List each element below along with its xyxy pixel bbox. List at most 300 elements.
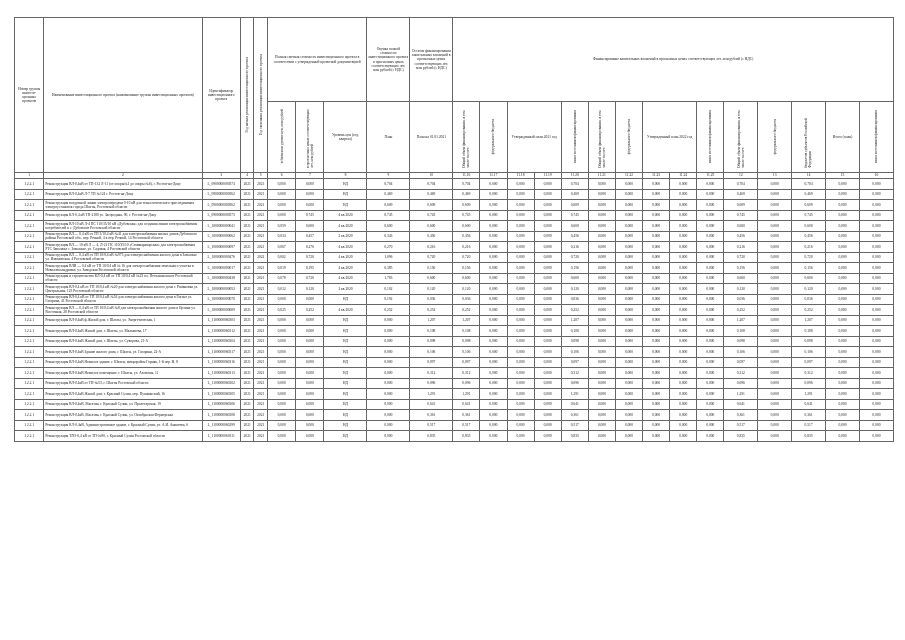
row-value-cell: 0,745 [792, 210, 826, 221]
row-project-id: L_1100000060316 [202, 357, 240, 368]
row-project-id: L_1100000060313 [202, 368, 240, 379]
row-project-name: Реконструкция ВЛ-0,4кВ Жилой дом, г. Красный Сулин, пер. Пушкинский, 16 [44, 389, 202, 400]
row-value-cell: 0,000 [480, 357, 507, 368]
column-number: 8 [324, 173, 367, 179]
row-value-cell: 0,000 [670, 431, 697, 442]
row-value-cell: 0,000 [643, 189, 670, 200]
row-value-cell: 0,609 [453, 200, 480, 211]
row-value-cell: 0,000 [670, 210, 697, 221]
row-value-cell: 0,096 [561, 378, 588, 389]
row-price-level: НД [324, 368, 367, 379]
row-remaining: 0,609 [410, 200, 453, 211]
row-value-cell: 0,096 [792, 378, 826, 389]
row-value-cell: 0,609 [792, 200, 826, 211]
row-cost-forecast: 0,000 [296, 347, 324, 358]
row-project-id: L_0900000000562 [202, 189, 240, 200]
row-remaining: 0,156 [410, 263, 453, 274]
row-value-cell: 0,000 [534, 284, 561, 295]
row-value-cell: 0,704 [792, 179, 826, 190]
row-year-end: 2021 [254, 336, 268, 347]
row-cost-forecast: 0,000 [296, 315, 324, 326]
row-price-level: 4 кв 2020 [324, 263, 367, 274]
row-value-cell: 0,000 [588, 431, 615, 442]
header-sub-level: Уровень цен (год, квартал) [324, 102, 367, 173]
row-project-name: Реконструкция ВЛ-0,4кВ от ТП-№53, г. Шахты Ростовской области [44, 378, 202, 389]
row-value-cell: 0,252 [453, 305, 480, 316]
row-year-start: 2021 [240, 252, 254, 263]
row-remaining: 0,720 [410, 252, 453, 263]
table-row [15, 200, 894, 211]
row-price-level: 4 кв 2020 [324, 273, 367, 284]
row-value-cell: 0,517 [453, 420, 480, 431]
row-remaining: 0,517 [410, 420, 453, 431]
row-value-cell: 0,000 [670, 231, 697, 242]
row-project-id: L_1000000000062 [202, 231, 240, 242]
row-project-id: L_1000000000009 [202, 305, 240, 316]
row-cost-forecast: 0,195 [296, 263, 324, 274]
row-value-cell: 0,000 [588, 273, 615, 284]
row-cost-forecast: 0,000 [296, 357, 324, 368]
row-full-cost: 0,000 [367, 389, 410, 400]
table-row [15, 326, 894, 337]
row-full-cost: 0,000 [367, 410, 410, 421]
row-price-level: НД [324, 336, 367, 347]
row-project-id: L_1100000060317 [202, 347, 240, 358]
row-project-id: L_1000000000476 [202, 252, 240, 263]
row-value-cell: 0,000 [615, 263, 642, 274]
row-value-cell-extra: 0,000 [859, 357, 893, 368]
row-value-cell: 0,000 [534, 273, 561, 284]
row-value-cell: 0,000 [758, 221, 792, 232]
row-value-cell-extra: 0,000 [859, 410, 893, 421]
row-value-cell: 0,000 [615, 210, 642, 221]
row-value-cell: 0,000 [615, 284, 642, 295]
row-remaining: 0,456 [410, 231, 453, 242]
row-value-cell: 0,000 [643, 410, 670, 421]
row-remaining: 0,835 [410, 431, 453, 442]
column-number: 11.22 [615, 173, 642, 179]
row-value-cell: 0,000 [826, 242, 860, 253]
row-value-cell: 0,000 [534, 231, 561, 242]
row-value-cell: 0,000 [507, 179, 534, 190]
column-number: 15 [826, 173, 860, 179]
row-value-cell: 0,000 [588, 420, 615, 431]
row-group-no: 1.2.2.1 [15, 305, 44, 316]
row-cost-base: 0,000 [268, 347, 296, 358]
row-value-cell: 0,000 [615, 305, 642, 316]
row-cost-forecast: 0,000 [296, 294, 324, 305]
row-value-cell: 0,000 [697, 200, 724, 211]
row-full-cost: 0,000 [367, 368, 410, 379]
header-approved-plan-2021: Утвержденный план 2021 год [507, 102, 561, 173]
row-value-cell: 0,600 [724, 273, 758, 284]
header-group-no: Номер группы инвести-ционных проектов [15, 18, 44, 173]
row-project-id: L_1000000000017 [202, 263, 240, 274]
row-remaining: 0,096 [410, 378, 453, 389]
header-full-cost-assessment: Оценка полной стоимости инвестиционного проекта в прогнозных ценах соответствующих лет, млн рублей (с НДС) [367, 18, 410, 102]
row-value-cell: 0,000 [534, 431, 561, 442]
row-value-cell-extra: 0,000 [859, 315, 893, 326]
header-sub-plan: План [367, 102, 410, 173]
row-remaining: 0,216 [410, 242, 453, 253]
row-remaining: 0,106 [410, 347, 453, 358]
row-year-end: 2021 [254, 200, 268, 211]
row-value-cell: 0,000 [534, 336, 561, 347]
row-project-name: Реконструкция ВЛ-10 кВ Л-4 ПС 110/35/10 кВ «Дубовская» для создания линии электроснабжения потребителей в с. Дубовское Ростовской области [44, 221, 202, 232]
row-value-cell: 0,000 [758, 326, 792, 337]
row-cost-base: 0,000 [268, 399, 296, 410]
row-value-cell: 0,312 [724, 368, 758, 379]
row-value-cell: 0,704 [724, 179, 758, 190]
row-value-cell: 0,120 [724, 284, 758, 295]
row-value-cell: 0,000 [480, 378, 507, 389]
row-value-cell: 0,098 [561, 336, 588, 347]
row-cost-forecast: 0,000 [296, 399, 324, 410]
row-value-cell: 0,000 [697, 410, 724, 421]
row-value-cell: 0,000 [615, 326, 642, 337]
row-value-cell: 0,000 [588, 305, 615, 316]
row-full-cost: 0,000 [367, 431, 410, 442]
row-group-no: 1.2.2.1 [15, 410, 44, 421]
row-price-level: 4 кв 2020 [324, 221, 367, 232]
row-value-cell: 0,000 [615, 252, 642, 263]
row-year-end: 2022 [254, 252, 268, 263]
row-value-cell: 0,000 [670, 179, 697, 190]
row-cost-base: 0,019 [268, 263, 296, 274]
row-value-cell: 0,000 [534, 347, 561, 358]
row-full-cost: 0,000 [367, 347, 410, 358]
row-value-cell: 0,720 [792, 252, 826, 263]
row-value-cell: 0,000 [826, 357, 860, 368]
row-value-cell: 0,000 [758, 431, 792, 442]
row-value-cell: 0,704 [561, 179, 588, 190]
row-value-cell: 0,000 [643, 231, 670, 242]
row-value-cell: 0,036 [561, 294, 588, 305]
row-value-cell: 0,106 [792, 347, 826, 358]
header-sub-units: в прогнозных ценах соответствующих лет, млн рублей [296, 102, 324, 173]
row-value-cell: 0,000 [534, 294, 561, 305]
row-value-cell: 0,000 [643, 431, 670, 442]
row-value-cell: 0,000 [615, 242, 642, 253]
row-group-no: 1.2.2.1 [15, 389, 44, 400]
row-price-level: 4 кв 2020 [324, 252, 367, 263]
row-full-cost: 0,000 [367, 420, 410, 431]
header-total: Итого (план) [826, 102, 860, 173]
row-project-id: L_1000000000438 [202, 273, 240, 284]
row-year-end: 2021 [254, 389, 268, 400]
row-value-cell: 0,000 [480, 389, 507, 400]
row-value-cell: 0,000 [670, 326, 697, 337]
row-price-level: НД [324, 399, 367, 410]
table-row [15, 231, 894, 242]
row-cost-base: 0,000 [268, 179, 296, 190]
row-value-cell: 0,000 [670, 315, 697, 326]
row-cost-forecast: 0,457 [296, 231, 324, 242]
row-full-cost: 0,102 [367, 284, 410, 295]
row-year-start: 2021 [240, 210, 254, 221]
row-full-cost: 0,192 [367, 294, 410, 305]
row-value-cell: 0,000 [480, 399, 507, 410]
row-value-cell-extra: 0,000 [859, 347, 893, 358]
row-value-cell: 0,000 [826, 410, 860, 421]
row-remaining: 1,207 [410, 315, 453, 326]
row-year-start: 2021 [240, 420, 254, 431]
row-value-cell: 0,216 [792, 242, 826, 253]
row-value-cell: 0,000 [480, 305, 507, 316]
row-group-no: 1.2.2.1 [15, 420, 44, 431]
header-fin-other-sum: иных источников финансирования [859, 102, 893, 173]
row-cost-forecast: 0,252 [296, 305, 324, 316]
column-number: 11.24 [670, 173, 697, 179]
row-value-cell: 0,000 [480, 210, 507, 221]
row-value-cell: 0,000 [670, 221, 697, 232]
row-price-level: НД [324, 189, 367, 200]
table-row [15, 221, 894, 232]
row-year-end: 2021 [254, 368, 268, 379]
row-value-cell: 0,000 [507, 305, 534, 316]
row-value-cell: 0,704 [453, 179, 480, 190]
row-value-cell: 0,000 [480, 294, 507, 305]
row-project-id: L_1100000060311 [202, 431, 240, 442]
row-value-cell: 0,000 [615, 179, 642, 190]
row-cost-forecast: 0,745 [296, 210, 324, 221]
column-number: 6 [268, 173, 296, 179]
row-value-cell: 0,000 [670, 189, 697, 200]
header-fin-total-2021: Общий объем финансирования, в том числе за счет: [453, 102, 480, 173]
row-value-cell: 0,000 [670, 420, 697, 431]
row-full-cost: 0,704 [367, 179, 410, 190]
row-full-cost: 1,096 [367, 252, 410, 263]
row-project-name: Реконструкция ВЛ-0,4 кВ от ТП 10/0,4 кВ №54 для электроснабжения жилого дома в Гигант ул. Гагарина, 41 Ростовской области [44, 294, 202, 305]
row-value-cell-extra: 0,000 [859, 431, 893, 442]
table-row [15, 420, 894, 431]
row-project-id: L_1100000060308 [202, 410, 240, 421]
row-value-cell: 0,000 [507, 315, 534, 326]
row-group-no: 1.2.2.1 [15, 210, 44, 221]
row-value-cell: 0,036 [724, 294, 758, 305]
row-year-start: 2021 [240, 431, 254, 442]
row-value-cell: 0,000 [643, 242, 670, 253]
row-value-cell: 0,361 [453, 410, 480, 421]
table-row [15, 252, 894, 263]
row-value-cell: 0,000 [697, 368, 724, 379]
row-value-cell: 0,000 [534, 221, 561, 232]
row-value-cell: 0,456 [561, 231, 588, 242]
row-value-cell: 0,097 [792, 357, 826, 368]
row-value-cell: 0,000 [826, 252, 860, 263]
row-group-no: 1.2.2.1 [15, 347, 44, 358]
row-value-cell: 0,000 [588, 326, 615, 337]
column-number: 11.19 [534, 173, 561, 179]
row-value-cell: 0,000 [480, 315, 507, 326]
row-value-cell: 0,000 [758, 336, 792, 347]
row-value-cell: 0,000 [826, 200, 860, 211]
row-group-no: 1.2.2.1 [15, 357, 44, 368]
row-price-level: 4 кв 2020 [324, 242, 367, 253]
row-cost-forecast: 0,720 [296, 252, 324, 263]
row-year-end: 2021 [254, 284, 268, 295]
row-value-cell: 0,000 [643, 179, 670, 190]
row-value-cell: 0,000 [826, 284, 860, 295]
row-value-cell: 0,000 [588, 252, 615, 263]
row-value-cell: 0,000 [670, 294, 697, 305]
row-year-end: 2021 [254, 305, 268, 316]
row-value-cell: 0,000 [615, 336, 642, 347]
row-value-cell: 0,000 [670, 399, 697, 410]
header-fin-federal-2022: федерального бюджета [615, 102, 642, 173]
row-value-cell: 0,517 [792, 420, 826, 431]
row-remaining: 0,745 [410, 210, 453, 221]
row-value-cell: 0,456 [792, 231, 826, 242]
row-cost-base: 0,000 [268, 336, 296, 347]
row-price-level: НД [324, 378, 367, 389]
row-project-name: Реконструкция воздушной линии электропередачи 0-10 кВ для технологического присоединения электроустановок города Шахты, Ростовской области [44, 200, 202, 211]
row-value-cell: 0,000 [507, 231, 534, 242]
row-cost-base: 0,000 [268, 431, 296, 442]
row-cost-base: 0,000 [268, 210, 296, 221]
row-group-no: 1.2.2.1 [15, 263, 44, 274]
row-project-name: Реконструкция ВЛ-0,4кВ Жилой дом, г. Шахты, ул. Малышева, 17 [44, 326, 202, 337]
row-year-start: 2021 [240, 368, 254, 379]
row-value-cell: 0,216 [453, 242, 480, 253]
row-full-cost: 0,469 [367, 189, 410, 200]
row-value-cell: 0,000 [480, 273, 507, 284]
column-number: 11.20 [561, 173, 588, 179]
row-price-level: 2 кв 2020 [324, 231, 367, 242]
row-value-cell: 0,000 [588, 336, 615, 347]
row-price-level: НД [324, 326, 367, 337]
row-value-cell: 0,097 [724, 357, 758, 368]
row-cost-base: 0,000 [268, 189, 296, 200]
row-value-cell: 0,000 [507, 263, 534, 274]
row-project-name: Реконструкция ВЛ — 0,4 кВ от ТП 3/10,4 кВ №41 для электроснабжения жилых домов Дубовского района Ростовской обл., пер. Речной, 4 в пер. Речной, 14 Ростовской области [44, 231, 202, 242]
row-value-cell: 1,291 [453, 389, 480, 400]
row-value-cell: 1,207 [561, 315, 588, 326]
row-project-name: Реконструкция КЛ-0,4 кВ ТП-2180 ул. Загородная, 90, г. Ростов-на-Дону [44, 210, 202, 221]
row-year-end: 2021 [254, 378, 268, 389]
row-year-start: 2021 [240, 189, 254, 200]
table-row [15, 242, 894, 253]
row-value-cell: 0,097 [561, 357, 588, 368]
row-value-cell: 0,000 [615, 294, 642, 305]
row-value-cell: 0,000 [507, 431, 534, 442]
row-value-cell: 0,469 [792, 189, 826, 200]
row-group-no: 1.2.2.1 [15, 231, 44, 242]
row-value-cell: 0,000 [670, 410, 697, 421]
row-value-cell: 0,000 [643, 389, 670, 400]
header-sub-year-cost: в базисном уровне цен, млн рублей [268, 102, 296, 173]
row-value-cell: 0,312 [561, 368, 588, 379]
row-value-cell: 0,000 [480, 231, 507, 242]
row-value-cell: 0,000 [697, 420, 724, 431]
row-value-cell: 0,000 [643, 420, 670, 431]
row-year-end: 2021 [254, 242, 268, 253]
row-value-cell: 0,000 [615, 221, 642, 232]
row-value-cell: 0,000 [534, 389, 561, 400]
row-value-cell: 0,600 [453, 273, 480, 284]
row-year-end: 2021 [254, 179, 268, 190]
row-value-cell: 0,000 [507, 336, 534, 347]
row-year-end: 2021 [254, 431, 268, 442]
row-value-cell: 0,000 [534, 399, 561, 410]
row-project-id: L_1000000000052 [202, 284, 240, 295]
table-row [15, 263, 894, 274]
row-value-cell: 0,835 [792, 431, 826, 442]
row-value-cell: 0,108 [724, 326, 758, 337]
row-value-cell: 0,000 [697, 378, 724, 389]
row-cost-forecast: 0,720 [296, 273, 324, 284]
row-value-cell: 0,000 [588, 200, 615, 211]
row-full-cost: 0,000 [367, 378, 410, 389]
table-row [15, 315, 894, 326]
row-value-cell: 0,000 [826, 189, 860, 200]
row-year-start: 2021 [240, 242, 254, 253]
row-year-start: 2021 [240, 221, 254, 232]
row-project-id: L_1100000060304 [202, 336, 240, 347]
row-value-cell: 0,000 [534, 315, 561, 326]
row-year-start: 2021 [240, 200, 254, 211]
header-financial-main: Финансирование капитальных вложений в прогнозных ценах соответствующих лет, млн рублей (с НДС) [453, 18, 894, 102]
investment-program-table [14, 17, 894, 442]
header-fin-total-sum: Общий объем финансирования, в том числе за счет: [724, 102, 758, 173]
row-value-cell: 0,000 [643, 284, 670, 295]
row-year-end: 2021 [254, 357, 268, 368]
row-cost-base: 0,000 [268, 315, 296, 326]
row-value-cell: 0,000 [758, 210, 792, 221]
row-value-cell: 0,000 [826, 210, 860, 221]
row-value-cell: 0,000 [480, 420, 507, 431]
row-value-cell: 0,000 [534, 368, 561, 379]
column-number: 11.25 [697, 173, 724, 179]
row-cost-base: 0,012 [268, 284, 296, 295]
row-value-cell: 0,000 [697, 389, 724, 400]
row-full-cost: 0,270 [367, 242, 410, 253]
row-value-cell: 0,000 [758, 252, 792, 263]
table-row [15, 210, 894, 221]
row-remaining: 0,097 [410, 357, 453, 368]
row-value-cell-extra: 0,000 [859, 252, 893, 263]
row-value-cell: 0,000 [507, 294, 534, 305]
row-value-cell: 0,000 [697, 263, 724, 274]
row-year-end: 2021 [254, 399, 268, 410]
row-value-cell: 0,000 [534, 179, 561, 190]
row-value-cell: 0,000 [507, 410, 534, 421]
row-full-cost: 0,343 [367, 231, 410, 242]
row-value-cell: 0,000 [588, 221, 615, 232]
row-value-cell: 0,000 [588, 179, 615, 190]
row-value-cell: 0,000 [615, 189, 642, 200]
row-value-cell: 0,252 [724, 305, 758, 316]
row-project-name: Реконструкция ВЛ-0,4кВ, Магазин, г. Красный Сулин, ул. Пролетарская, 19 [44, 399, 202, 410]
row-project-id: L_0900000000573 [202, 210, 240, 221]
row-value-cell: 0,000 [826, 420, 860, 431]
column-number: 10 [410, 173, 453, 179]
table-row [15, 357, 894, 368]
row-project-id: L_0900000000574 [202, 179, 240, 190]
row-value-cell: 0,000 [697, 336, 724, 347]
row-price-level: НД [324, 410, 367, 421]
row-value-cell: 0,000 [670, 378, 697, 389]
row-value-cell: 0,000 [588, 410, 615, 421]
row-cost-base: 0,025 [268, 305, 296, 316]
row-cost-forecast: 0,000 [296, 336, 324, 347]
row-value-cell: 0,835 [724, 431, 758, 442]
row-full-cost: 0,000 [367, 326, 410, 337]
row-value-cell: 0,000 [826, 231, 860, 242]
row-value-cell: 0,096 [453, 378, 480, 389]
column-number: 5 [254, 173, 268, 179]
row-value-cell: 0,000 [758, 347, 792, 358]
